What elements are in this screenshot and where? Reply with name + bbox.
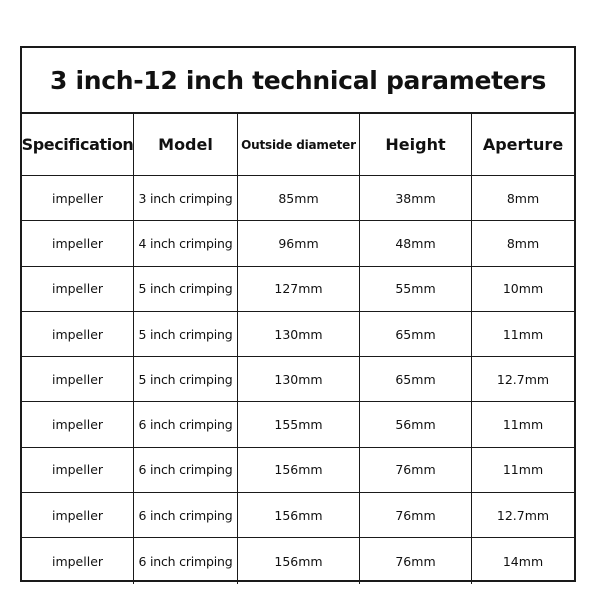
cell-outside-diameter: 155mm <box>238 402 360 446</box>
table-row <box>22 267 574 312</box>
cell-height: 48mm <box>360 221 472 265</box>
table-body <box>22 176 574 584</box>
parameters-table <box>20 46 576 582</box>
table-row <box>22 221 574 266</box>
cell-height: 38mm <box>360 176 472 220</box>
table-header-row <box>22 114 574 176</box>
cell-outside-diameter: 156mm <box>238 448 360 492</box>
cell-outside-diameter: 96mm <box>238 221 360 265</box>
cell-outside-diameter: 85mm <box>238 176 360 220</box>
cell-model: 5 inch crimping <box>134 267 238 311</box>
cell-height: 65mm <box>360 312 472 356</box>
cell-specification: impeller <box>22 176 134 220</box>
table-row <box>22 448 574 493</box>
header-height: Height <box>360 114 472 175</box>
table-row <box>22 493 574 538</box>
cell-specification: impeller <box>22 402 134 446</box>
cell-outside-diameter: 156mm <box>238 538 360 583</box>
cell-outside-diameter: 127mm <box>238 267 360 311</box>
cell-height: 56mm <box>360 402 472 446</box>
cell-specification: impeller <box>22 221 134 265</box>
cell-height: 76mm <box>360 538 472 583</box>
cell-aperture: 12.7mm <box>496 507 550 523</box>
cell-outside-diameter: 156mm <box>238 493 360 537</box>
cell-specification: impeller <box>22 448 134 492</box>
table-row <box>22 357 574 402</box>
table-row <box>22 176 574 221</box>
cell-aperture: 8mm <box>506 190 540 206</box>
cell-model: 6 inch crimping <box>134 448 238 492</box>
cell-specification: impeller <box>22 538 134 583</box>
cell-aperture: 11mm <box>502 417 544 433</box>
header-outside-diameter: Outside diameter <box>238 114 360 175</box>
table-title-row <box>22 48 574 114</box>
cell-model: 6 inch crimping <box>134 402 238 446</box>
cell-aperture: 11mm <box>502 326 544 342</box>
cell-height: 76mm <box>360 448 472 492</box>
header-specification: Specification <box>22 114 134 175</box>
table-row <box>22 312 574 357</box>
cell-specification: impeller <box>22 267 134 311</box>
table-title: 3 inch-12 inch technical parameters <box>49 65 547 95</box>
cell-model: 4 inch crimping <box>134 221 238 265</box>
cell-aperture: 10mm <box>502 281 544 297</box>
cell-aperture: 8mm <box>506 235 540 251</box>
cell-outside-diameter: 130mm <box>238 312 360 356</box>
cell-height: 76mm <box>360 493 472 537</box>
cell-specification: impeller <box>22 493 134 537</box>
cell-specification: impeller <box>22 312 134 356</box>
header-aperture: Aperture <box>482 135 564 154</box>
cell-aperture: 14mm <box>502 553 544 569</box>
table-row <box>22 538 574 583</box>
cell-model: 5 inch crimping <box>134 312 238 356</box>
cell-aperture: 12.7mm <box>496 371 550 387</box>
cell-outside-diameter: 130mm <box>238 357 360 401</box>
cell-model: 6 inch crimping <box>134 493 238 537</box>
cell-height: 65mm <box>360 357 472 401</box>
cell-height: 55mm <box>360 267 472 311</box>
cell-model: 6 inch crimping <box>134 538 238 583</box>
cell-model: 3 inch crimping <box>134 176 238 220</box>
cell-aperture: 11mm <box>502 462 544 478</box>
cell-specification: impeller <box>22 357 134 401</box>
table-row <box>22 402 574 447</box>
cell-model: 5 inch crimping <box>134 357 238 401</box>
header-model: Model <box>134 114 238 175</box>
